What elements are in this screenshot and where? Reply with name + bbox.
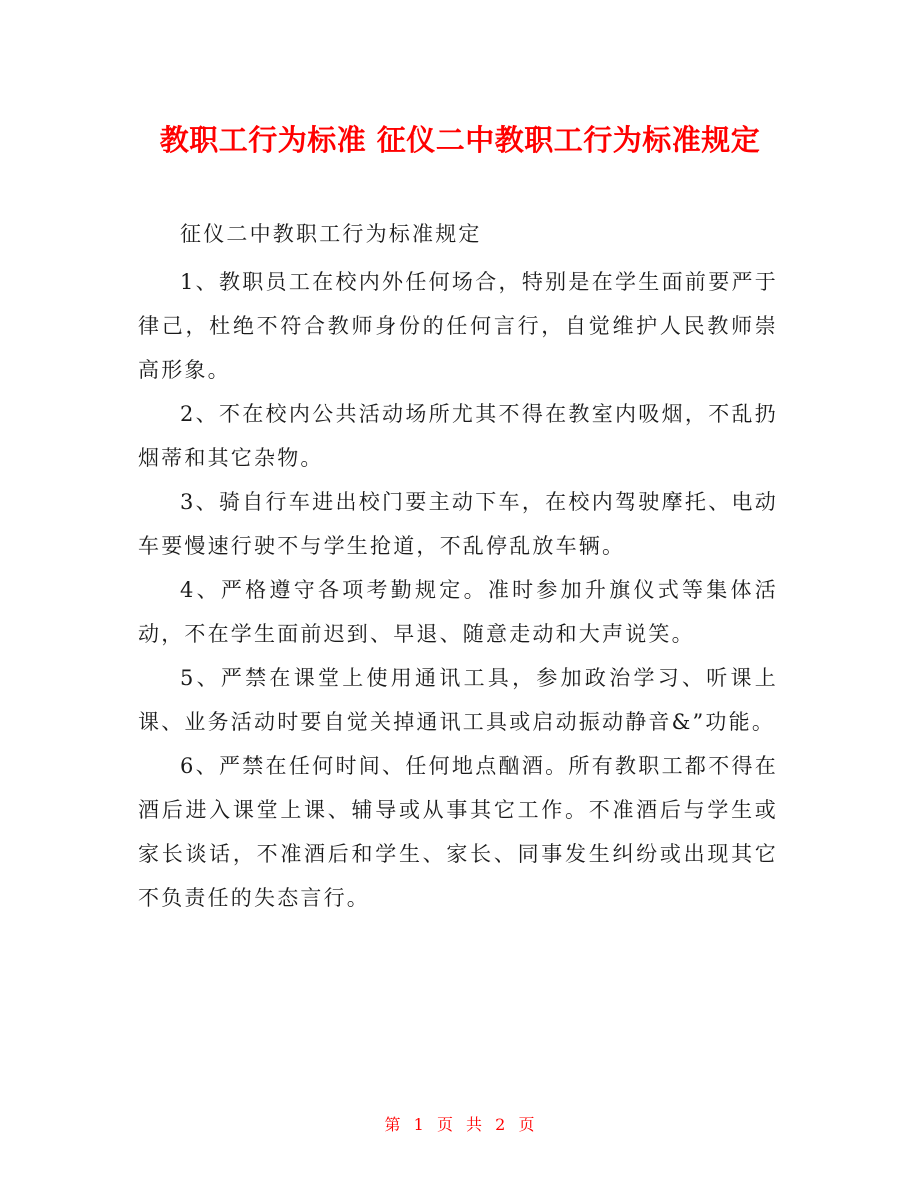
- document-body: [138, 212, 778, 920]
- footer-page-unit: 页: [436, 1115, 454, 1134]
- rule-paragraph-5: 5、严禁在课堂上使用通讯工具，参加政治学习、听课上课、业务活动时要自觉关掉通讯工具或启动振动静音&”功能。: [138, 666, 778, 734]
- footer-current-page: 1: [413, 1115, 425, 1134]
- rule-paragraph-3: 3、骑自行车进出校门要主动下车，在校内驾驶摩托、电动车要慢速行驶不与学生抢道，不乱停乱放车辆。: [138, 490, 778, 558]
- rule-paragraph-4: 4、严格遵守各项考勤规定。准时参加升旗仪式等集体活动，不在学生面前迟到、早退、随意走动和大声说笑。: [138, 578, 778, 646]
- rule-paragraph-1: 1、教职员工在校内外任何场合，特别是在学生面前要严于律己，杜绝不符合教师身份的任何言行，自觉维护人民教师崇高形象。: [138, 270, 778, 382]
- footer-page-prefix: 第: [384, 1115, 402, 1134]
- rule-paragraph-2: 2、不在校内公共活动场所尤其不得在教室内吸烟，不乱扔烟蒂和其它杂物。: [138, 402, 778, 470]
- footer-total-prefix: 共: [466, 1115, 484, 1134]
- footer-total-unit: 页: [518, 1115, 536, 1134]
- page-number-footer: [0, 1112, 920, 1135]
- document-subtitle: 征仪二中教职工行为标准规定: [180, 222, 482, 246]
- footer-total-pages: 2: [495, 1115, 507, 1134]
- document-title: 教职工行为标准 征仪二中教职工行为标准规定: [159, 123, 761, 157]
- rule-paragraph-6: 6、严禁在任何时间、任何地点酗酒。所有教职工都不得在酒后进入课堂上课、辅导或从事其它工作。不准酒后与学生或家长谈话，不准酒后和学生、家长、同事发生纠纷或出现其它不负责任的失态言行。: [138, 754, 778, 910]
